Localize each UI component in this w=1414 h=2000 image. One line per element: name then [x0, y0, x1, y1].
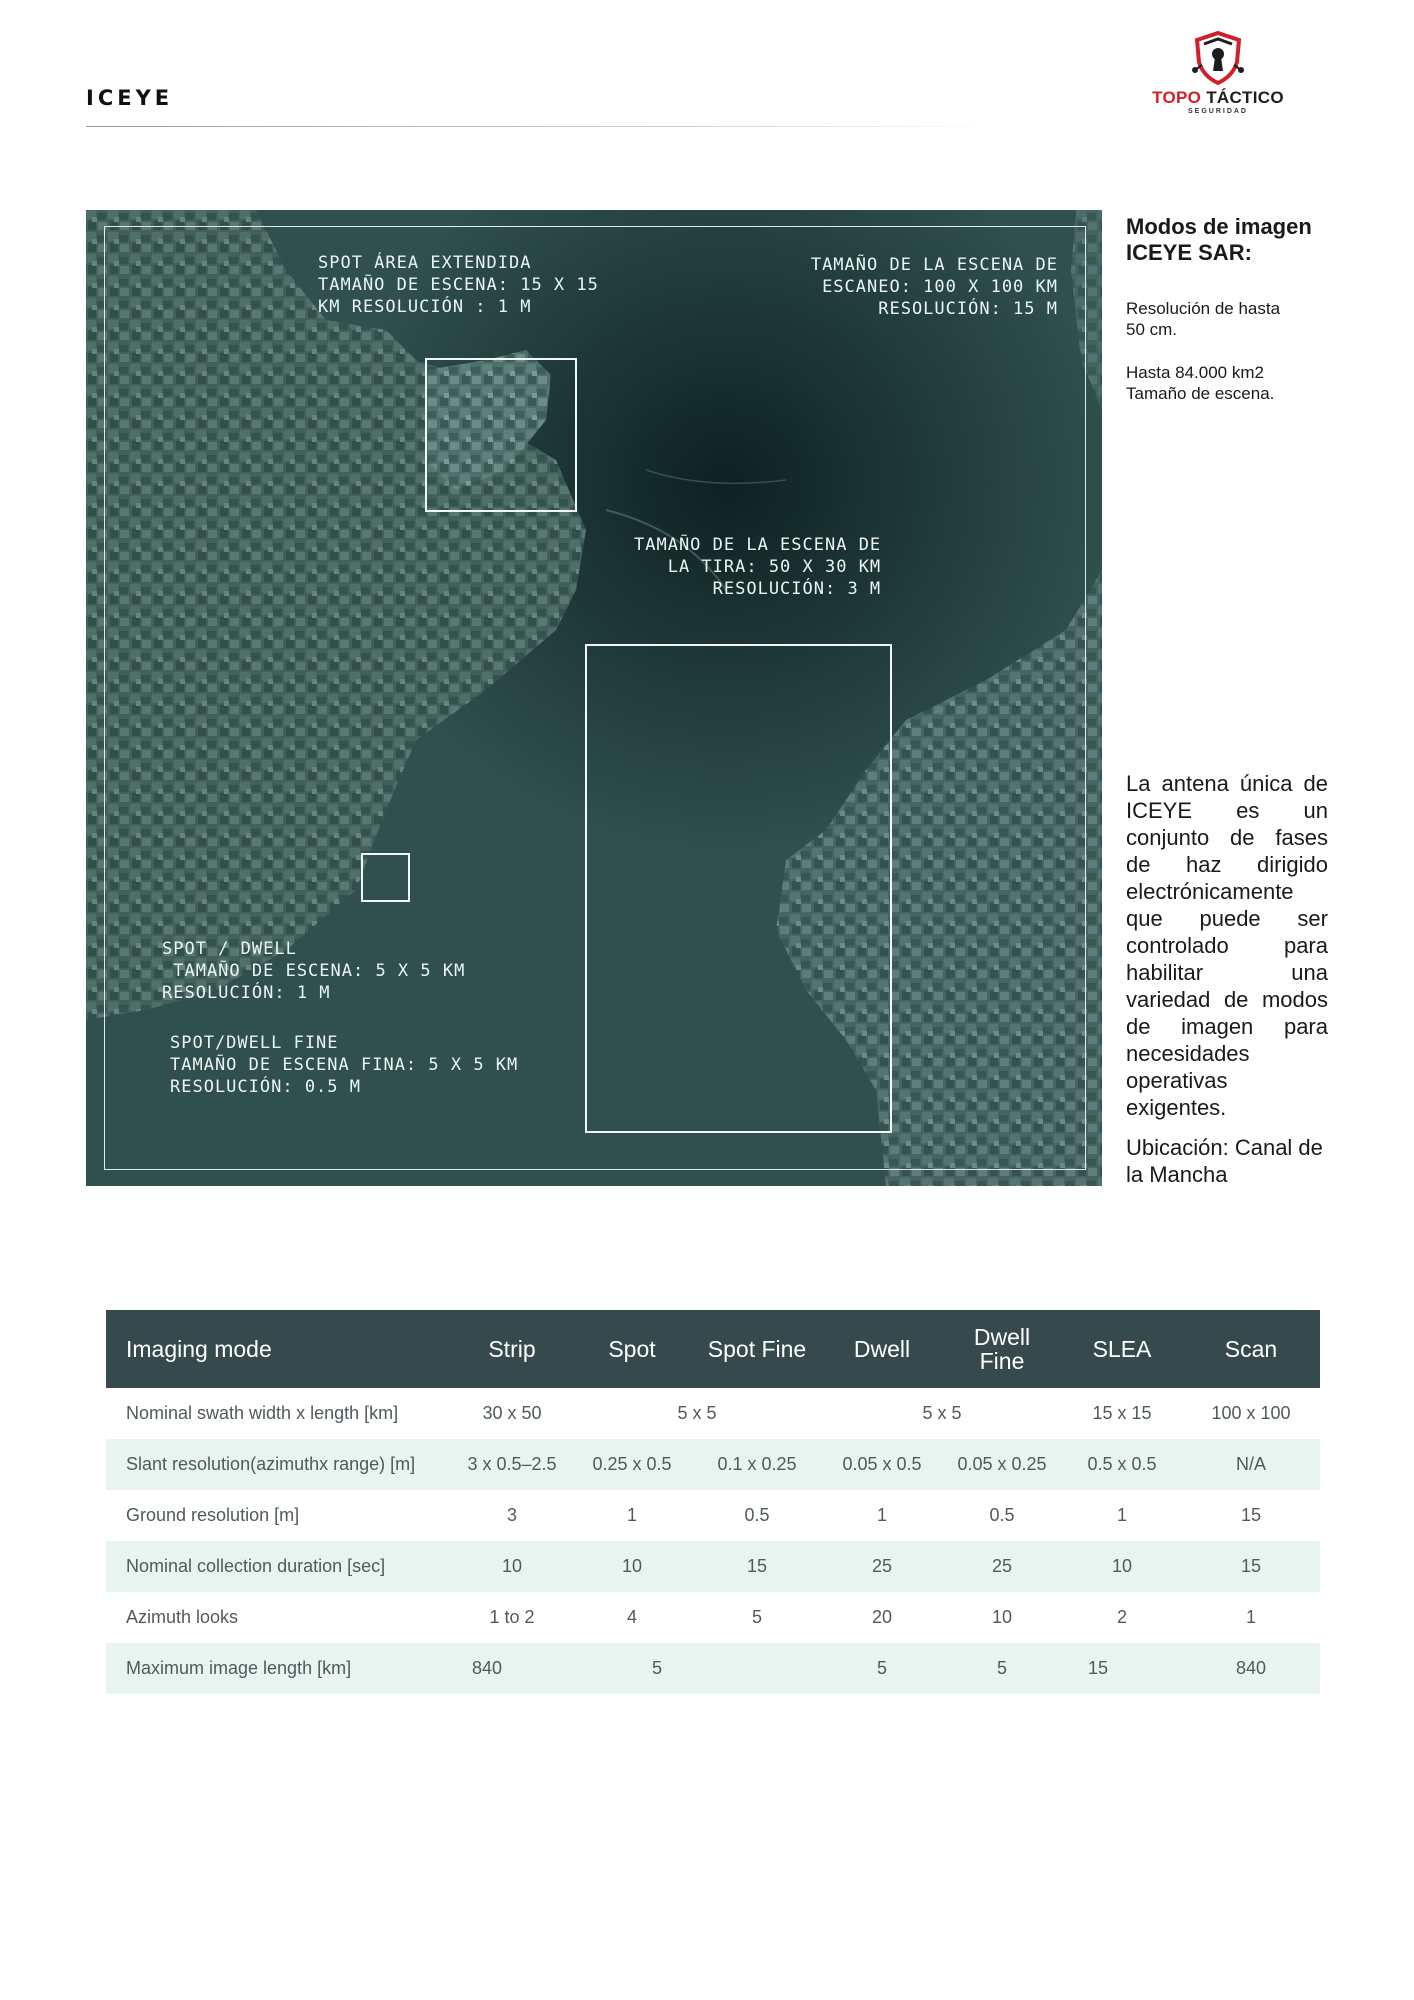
table-row [106, 1439, 1320, 1490]
spot-area-box [425, 358, 577, 512]
header-dwell-fine: Dwell Fine [942, 1310, 1062, 1388]
row-label: Azimuth looks [126, 1607, 239, 1627]
table-cell: 1 to 2 [489, 1607, 535, 1627]
label-dwell-fine: SPOT/DWELL FINE TAMAÑO DE ESCENA FINA: 5 X 5 KM RESOLUCIÓN: 0.5 M [170, 1033, 519, 1097]
row-label: Nominal collection duration [sec] [106, 1541, 452, 1592]
table-cell: 5 [751, 1607, 762, 1627]
table-row [106, 1592, 1320, 1643]
header-imaging-mode: Imaging mode [106, 1310, 452, 1388]
table-row [106, 1643, 1320, 1694]
table-cell: 10 [452, 1541, 572, 1592]
table-cell: 1 [626, 1505, 637, 1525]
table-cell: 30 x 50 [482, 1403, 542, 1423]
table-cell: 10 [991, 1607, 1013, 1627]
table-cell: 15 [1182, 1541, 1320, 1592]
table-cell: 15 [1240, 1505, 1262, 1525]
sidebar-resolution: Resolución de hasta 50 cm. [1126, 299, 1281, 339]
table-cell: 0.25 x 0.5 [572, 1439, 692, 1490]
table-cell: 5 [942, 1643, 1062, 1694]
table-cell: 1 [1116, 1505, 1127, 1525]
sidebar-title: Modos de imagen ICEYE SAR: [1126, 214, 1312, 265]
table-row [106, 1490, 1320, 1541]
table-cell: 10 [572, 1541, 692, 1592]
table-row [106, 1388, 1320, 1439]
table-cell: 100 x 100 [1211, 1403, 1291, 1423]
table-row [106, 1541, 1320, 1592]
table-cell: 20 [871, 1607, 893, 1627]
row-label: Slant resolution(azimuthx range) [m] [106, 1439, 452, 1490]
table-cell: 0.1 x 0.25 [692, 1439, 822, 1490]
spot-dwell-box [361, 853, 410, 902]
table-cell: 5 x 5 [677, 1403, 717, 1423]
table-cell: 840 [1182, 1643, 1320, 1694]
table-cell: 1 [1245, 1607, 1256, 1627]
header-strip: Strip [452, 1310, 572, 1388]
table-cell: 4 [626, 1607, 637, 1627]
table-cell: 840 [452, 1643, 572, 1694]
table-cell: 25 [822, 1541, 942, 1592]
shield-keyhole-icon [1189, 30, 1247, 86]
table-cell: 0.5 x 0.5 [1062, 1439, 1182, 1490]
table-cell: 0.5 [989, 1505, 1015, 1525]
table-cell: 15 [1062, 1643, 1182, 1694]
table-cell: 3 x 0.5–2.5 [452, 1439, 572, 1490]
table-cell: 15 x 15 [1092, 1403, 1152, 1423]
row-label: Maximum image length [km] [106, 1643, 452, 1694]
strip-scene-box [585, 644, 892, 1133]
brand-name: TOPO TÁCTICO [1152, 88, 1284, 107]
imaging-modes-table [106, 1310, 1320, 1694]
table-cell: 5 [822, 1643, 942, 1694]
table-cell: 5 x 5 [922, 1403, 962, 1423]
header-dwell: Dwell [822, 1310, 942, 1388]
brand-subtitle: SEGURIDAD [1187, 108, 1248, 115]
header-spot-fine: Spot Fine [692, 1310, 822, 1388]
header-slea: SLEA [1062, 1310, 1182, 1388]
label-strip-scene: TAMAÑO DE LA ESCENA DE LA TIRA: 50 X 30 KM RESOLUCIÓN: 3 M [634, 535, 882, 599]
table-cell: 25 [942, 1541, 1062, 1592]
table-cell: 3 [506, 1505, 517, 1525]
sar-satellite-image [86, 210, 1102, 1186]
sidebar-location: Ubicación: Canal de la Mancha [1126, 1135, 1323, 1187]
table-cell: 0.05 x 0.5 [822, 1439, 942, 1490]
table-cell: 2 [1116, 1607, 1127, 1627]
row-label: Ground resolution [m] [126, 1505, 300, 1525]
label-spot-dwell: SPOT / DWELL TAMAÑO DE ESCENA: 5 X 5 KM RESOLUCIÓN: 1 M [162, 939, 466, 1003]
row-label: Nominal swath width x length [km] [126, 1403, 399, 1423]
table-cell: N/A [1182, 1439, 1320, 1490]
table-cell: 5 [572, 1643, 822, 1694]
table-header-row [106, 1310, 1320, 1388]
label-scan-scene: TAMAÑO DE LA ESCENA DE ESCANEO: 100 X 100 KM RESOLUCIÓN: 15 M [810, 255, 1058, 319]
label-spot-area: SPOT ÁREA EXTENDIDA TAMAÑO DE ESCENA: 15 X 15 KM RESOLUCIÓN : 1 M [318, 253, 599, 317]
table-cell: 0.05 x 0.25 [942, 1439, 1062, 1490]
table-cell: 10 [1062, 1541, 1182, 1592]
header-divider [86, 126, 996, 127]
sidebar-description: La antena única de ICEYE es un conjunto de fases de haz dirigido electrónicamente que puede ser controlado para habilitar una variedad de modos de imagen para necesidades operativas exigentes. [1126, 771, 1328, 1120]
iceye-logo: ICEYE [86, 86, 174, 110]
table-cell: 15 [692, 1541, 822, 1592]
sidebar-scene-size: Hasta 84.000 km2 Tamaño de escena. [1126, 363, 1275, 403]
header-scan: Scan [1182, 1310, 1320, 1388]
table-cell: 0.5 [744, 1505, 770, 1525]
topo-tactico-logo [1138, 30, 1298, 120]
header-spot: Spot [572, 1310, 692, 1388]
table-cell: 1 [876, 1505, 887, 1525]
